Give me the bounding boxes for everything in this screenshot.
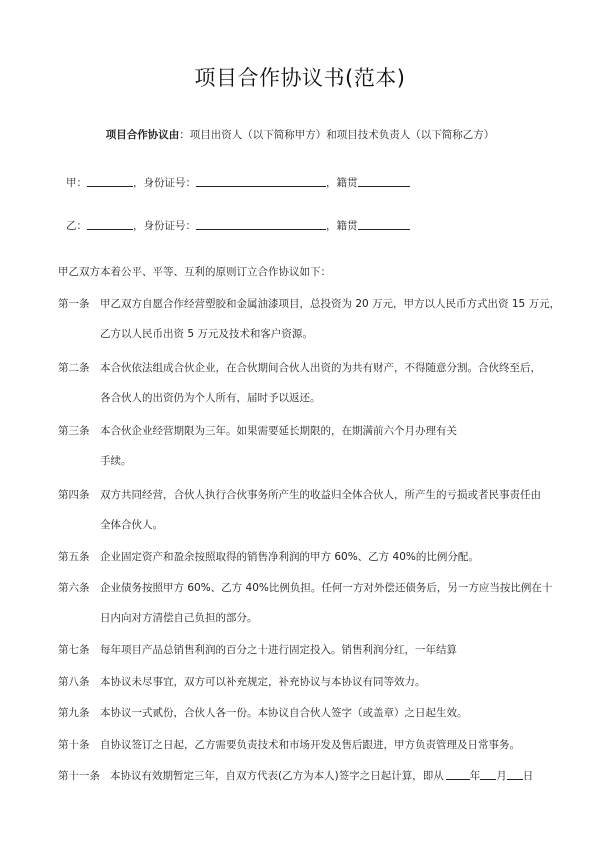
article-number: 第二条 — [58, 362, 90, 374]
article-number: 第六条 — [58, 582, 90, 594]
article-text: 每年项目产品总销售利润的百分之十进行固定投入。销售利润分红，一年结算 — [100, 644, 457, 656]
party-b-origin-label: ，籍贯 — [326, 220, 358, 232]
article-1-continuation: 乙方以人民币出资 5 万元及技术和客户资源。 — [100, 328, 313, 340]
article-number: 第九条 — [58, 707, 90, 719]
article-number: 第一条 — [58, 298, 90, 310]
article-text: 双方共同经营，合伙人执行合伙事务所产生的收益归全体合伙人，所产生的亏损或者民事责任由 — [100, 489, 541, 501]
article-3 — [58, 423, 457, 438]
start-month-blank[interactable] — [480, 768, 496, 780]
article-6 — [58, 580, 552, 595]
page-title: 项目合作协议书(范本) — [194, 66, 406, 90]
start-year-blank[interactable] — [446, 768, 470, 780]
party-a-id-label: ，身份证号： — [133, 177, 196, 189]
article-5 — [58, 549, 479, 564]
party-a-label: 甲： — [66, 177, 87, 189]
day-label: 日 — [522, 770, 534, 782]
article-text: 企业固定资产和盈余按照取得的销售净利润的甲方 60%、乙方 40%的比例分配。 — [100, 551, 479, 563]
article-number: 第十一条 — [58, 770, 100, 782]
party-a-line — [66, 175, 410, 190]
start-day-blank[interactable] — [507, 768, 523, 780]
article-4 — [58, 487, 541, 502]
party-b-label: 乙： — [66, 220, 87, 232]
article-6-continuation: 日内向对方清偿自己负担的部分。 — [100, 612, 258, 624]
article-7 — [58, 642, 457, 657]
article-text: 本合伙企业经营期限为三年。如果需要延长期限的，在期满前六个月办理有关 — [100, 425, 457, 437]
article-10 — [58, 737, 520, 752]
article-2 — [58, 360, 541, 375]
article-text: 本协议一式贰份，合伙人各一份。本协议自合伙人签字（或盖章）之日起生效。 — [100, 707, 468, 719]
article-text: 甲乙双方自愿合作经营塑胶和金属油漆项目，总投资为 20 万元，甲方以人民币方式出资 15 万元， — [100, 298, 561, 310]
party-a-origin-label: ，籍贯 — [326, 177, 358, 189]
article-number: 第三条 — [58, 425, 90, 437]
article-text: 自协议签订之日起，乙方需要负责技术和市场开发及售后跟进，甲方负责管理及日常事务。 — [100, 739, 520, 751]
article-11 — [58, 768, 533, 783]
article-text: 本协议未尽事宜，双方可以补充规定，补充协议与本协议有同等效力。 — [100, 676, 426, 688]
intro-paragraph: 甲乙双方本着公平、平等、互利的原则订立合作协议如下： — [58, 266, 331, 278]
party-a-name-blank[interactable] — [87, 175, 133, 187]
article-number: 第八条 — [58, 676, 90, 688]
article-2-continuation: 各合伙人的出资仍为个人所有，届时予以返还。 — [100, 392, 321, 404]
agreement-parties-statement — [0, 127, 600, 142]
article-text: 本协议有效期暂定三年，自双方代表(乙方为本人)签字之日起计算，即从 — [110, 770, 444, 782]
party-b-name-blank[interactable] — [87, 218, 133, 230]
party-b-id-label: ，身份证号： — [133, 220, 196, 232]
party-b-line — [66, 218, 410, 233]
article-8 — [58, 674, 426, 689]
article-number: 第五条 — [58, 551, 90, 563]
subtitle-text: ：项目出资人（以下简称甲方）和项目技术负责人（以下简称乙方） — [179, 129, 495, 141]
party-b-origin-blank[interactable] — [358, 218, 410, 230]
party-b-id-blank[interactable] — [196, 218, 326, 230]
party-a-origin-blank[interactable] — [358, 175, 410, 187]
article-text: 企业债务按照甲方 60%、乙方 40%比例负担。任何一方对外偿还债务后，另一方应当按比例在十 — [100, 582, 553, 594]
article-number: 第七条 — [58, 644, 90, 656]
article-9 — [58, 705, 468, 720]
article-text: 本合伙依法组成合伙企业，在合伙期间合伙人出资的为共有财产，不得随意分割。合伙终至后， — [100, 362, 541, 374]
article-4-continuation: 全体合伙人。 — [100, 519, 163, 531]
article-1 — [58, 296, 560, 311]
month-label: 月 — [496, 770, 507, 782]
article-number: 第四条 — [58, 489, 90, 501]
article-number: 第十条 — [58, 739, 90, 751]
year-label: 年 — [469, 770, 481, 782]
subtitle-label: 项目合作协议由 — [105, 129, 180, 141]
article-3-continuation: 手续。 — [100, 455, 132, 467]
party-a-id-blank[interactable] — [196, 175, 326, 187]
